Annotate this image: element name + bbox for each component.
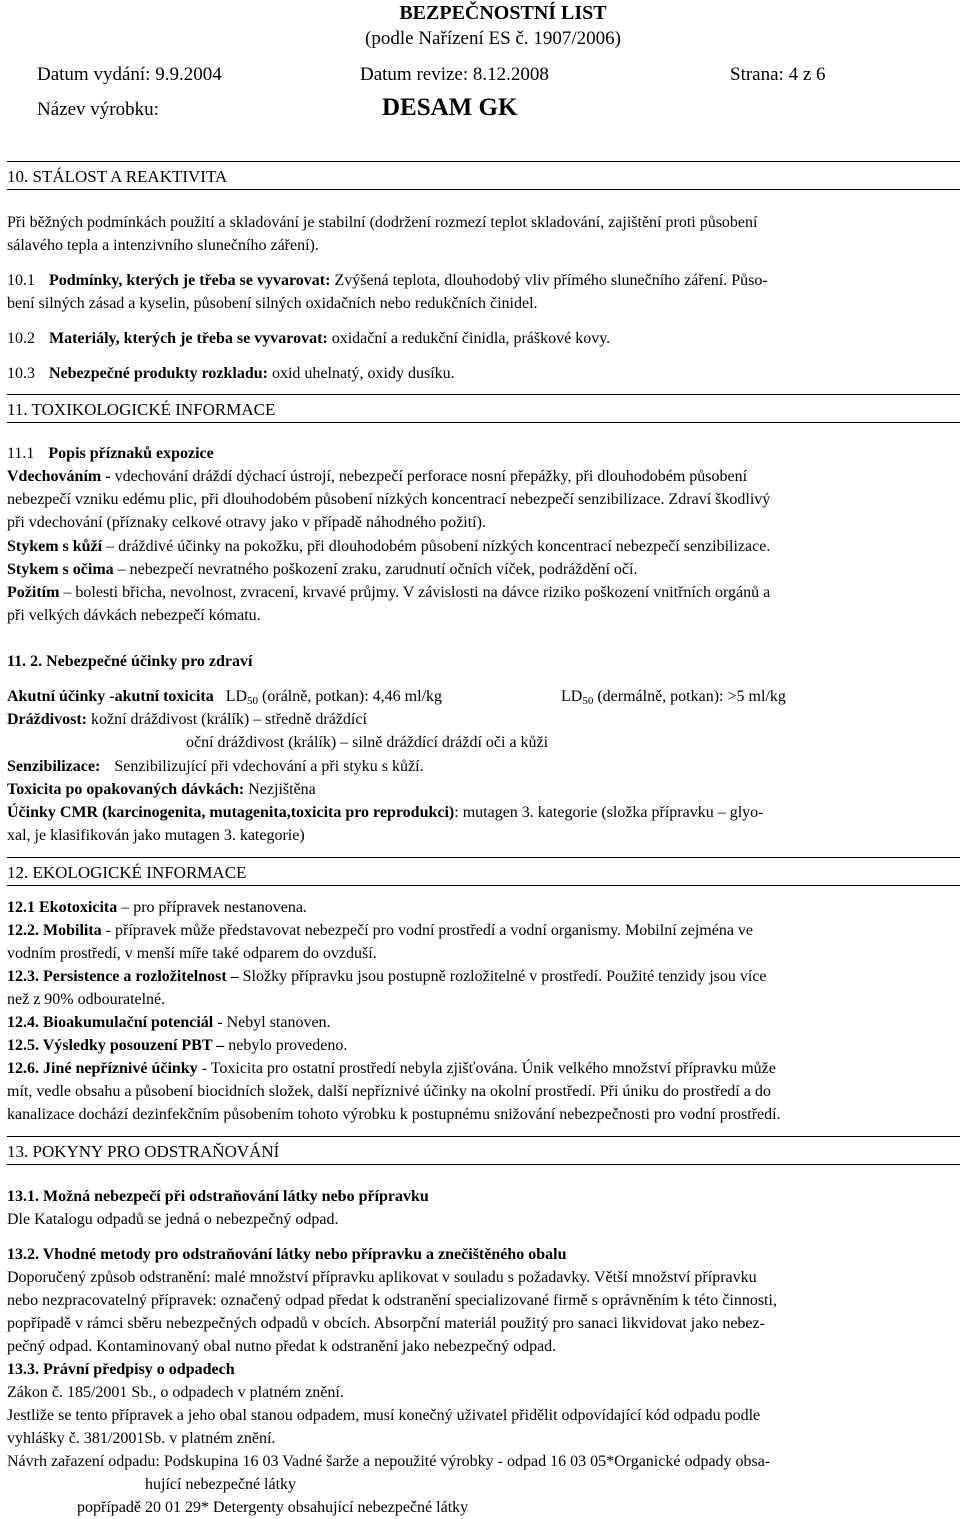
page-number: Strana: 4 z 6 (730, 64, 826, 85)
s13-2-text-3: popřípadě v rámci sběru nebezpečných odpadů v obcích. Absorpční materiál použitý pro sanaci likvidovat jako nebez- (7, 1315, 765, 1332)
s11-eye-label: Stykem s očima (7, 561, 114, 578)
s11-inhalation-text: vdechování dráždí dýchací ústrojí, nebezpečí perforace nosní přepážky, při dlouhodobém působení (114, 468, 748, 485)
s11-inhalation-label: Vdechováním - (7, 468, 111, 485)
s11-inhalation (7, 465, 747, 488)
s12-4 (7, 1011, 331, 1034)
issue-date: Datum vydání: 9.9.2004 (37, 64, 222, 85)
ld-oral-subscript: 50 (247, 695, 259, 707)
s11-inhalation-text-3: při vdechování (příznaky celkové otravy jako v případě náhodného požití). (7, 514, 486, 531)
ld-oral-prefix: LD (225, 688, 248, 705)
section-11-heading: 11. TOXIKOLOGICKÉ INFORMACE (7, 400, 276, 419)
section-10-heading: 10. STÁLOST A REAKTIVITA (7, 167, 228, 186)
s10-2-text: oxidační a redukční činidla, práškové kovy. (331, 330, 611, 347)
s11-eye (7, 558, 637, 581)
s10-3 (7, 362, 455, 385)
s12-5-text: nebylo provedeno. (228, 1037, 348, 1054)
s11-irritation-skin: kožní dráždivost (králík) – středně dráždící (90, 711, 367, 728)
s11-cmr (7, 801, 764, 824)
s11-skin (7, 535, 770, 558)
s11-repeated-text: Nezjištěna (248, 781, 316, 798)
s11-repeated (7, 778, 316, 801)
section-12-heading: 12. EKOLOGICKÉ INFORMACE (7, 863, 247, 882)
s10-2 (7, 327, 610, 350)
s12-3-text-2: než z 90% odbouratelné. (7, 991, 166, 1008)
s10-2-label: Materiály, kterých je třeba se vyvarovat: (49, 330, 328, 347)
s11-repeated-label: Toxicita po opakovaných dávkách: (7, 781, 245, 798)
s11-skin-text: – dráždivé účinky na pokožku, při dlouhodobém působení nízkých koncentrací nebezpečí senzibilizace. (106, 538, 771, 555)
document-subtitle: (podle Nařízení ES č. 1907/2006) (365, 28, 621, 49)
s11-acute-dermal (561, 685, 786, 708)
s11-cmr-label: Účinky CMR (karcinogenita, mutagenita,toxicita pro reprodukci) (7, 804, 455, 821)
document-title: BEZPEČNOSTNÍ LIST (399, 2, 607, 24)
s11-ingestion-label: Požitím (7, 584, 60, 601)
s12-2-text-2: vodním prostředí, v menší míře také odparem do ovzduší. (7, 945, 377, 962)
s12-6-text-2: mít, vedle obsahu a působení biocidních složek, další nepříznivé účinky na okolní prostředí. Při úniku do prostředí a do (7, 1083, 771, 1100)
s10-3-text: oxid uhelnatý, oxidy dusíku. (271, 365, 455, 382)
section-divider (7, 885, 960, 886)
s13-2-heading: 13.2. Vhodné metody pro odstraňování látky nebo přípravku a znečištěného obalu (7, 1246, 567, 1263)
s11-skin-label: Stykem s kůží (7, 538, 103, 555)
s10-intro-2: sálavého tepla a intenzivního slunečního záření). (7, 237, 319, 254)
s13-2-text-1: Doporučený způsob odstranění: malé množství přípravku aplikovat v souladu s požadavky. Větší množství přípravku (7, 1269, 757, 1286)
s11-acute (7, 685, 442, 708)
s12-1-text: – pro přípravek nestanovena. (121, 899, 307, 916)
s10-2-number: 10.2 (7, 330, 35, 347)
section-divider (7, 1164, 960, 1165)
s10-1-text-2: bení silných zásad a kyselin, působení silných oxidačních nebo redukčních činidel. (7, 295, 538, 312)
s13-3-text-6: popřípadě 20 01 29* Detergenty obsahující nebezpečné látky (77, 1499, 469, 1516)
product-label: Název výrobku: (37, 99, 159, 120)
s11-ingestion (7, 581, 770, 604)
section-divider (7, 857, 960, 858)
s12-3 (7, 965, 767, 988)
s12-2 (7, 919, 753, 942)
s10-1-text: Zvýšená teplota, dlouhodobý vliv přímého slunečního záření. Půso- (334, 272, 768, 289)
s13-3-text-4: Návrh zařazení odpadu: Podskupina 16 03 Vadné šarže a nepoužité výrobky - odpad 16 03 05*Organické odpady obsa- (7, 1453, 771, 1470)
s12-2-text: - přípravek může představovat nebezpečí pro vodní prostředí a vodní organismy. Mobilní zejména ve (105, 922, 754, 939)
section-divider (7, 189, 960, 190)
s11-irritation-eye: oční dráždivost (králík) – silně dráždící dráždí oči a kůži (186, 734, 549, 751)
s10-1-number: 10.1 (7, 272, 35, 289)
s13-3-text-2: Jestliže se tento přípravek a jeho obal stanou odpadem, musí konečný uživatel přidělit odpovídající kód odpadu podle (7, 1407, 761, 1424)
s13-3-heading: 13.3. Právní předpisy o odpadech (7, 1361, 235, 1378)
s10-3-number: 10.3 (7, 365, 35, 382)
ld-dermal-prefix: LD (561, 688, 583, 705)
s13-1-text: Dle Katalogu odpadů se jedná o nebezpečný odpad. (7, 1211, 339, 1228)
ld-oral-value: (orálně, potkan): 4,46 ml/kg (262, 688, 443, 705)
s11-1 (7, 442, 214, 465)
s11-sensitization-text: Senzibilizující při vdechování a při styku s kůží. (114, 758, 424, 775)
s10-intro: Při běžných podmínkách použití a skladování je stabilní (dodržení rozmezí teplot skladování, zajištění proti působení (7, 214, 758, 231)
section-divider (7, 394, 960, 395)
s12-6 (7, 1057, 776, 1080)
product-name: DESAM GK (382, 94, 518, 121)
s12-1 (7, 896, 307, 919)
s11-sensitization-label: Senzibilizace: (7, 758, 101, 775)
s11-ingestion-text-2: při velkých dávkách nebezpečí kómatu. (7, 607, 261, 624)
section-13-heading: 13. POKYNY PRO ODSTRAŇOVÁNÍ (7, 1142, 280, 1161)
s12-5-label: 12.5. Výsledky posouzení PBT – (7, 1037, 225, 1054)
revision-date: Datum revize: 8.12.2008 (360, 64, 549, 85)
s11-acute-label: Akutní účinky -akutní toxicita (7, 688, 214, 705)
s11-1-label: Popis příznaků expozice (48, 445, 214, 462)
section-divider (7, 161, 960, 162)
s12-4-label: 12.4. Bioakumulační potenciál (7, 1014, 214, 1031)
s11-sensitization (7, 755, 424, 778)
s11-cmr-text: : mutagen 3. kategorie (složka přípravku – glyo- (454, 804, 764, 821)
s11-1-number: 11.1 (7, 445, 35, 462)
ld-dermal-subscript: 50 (582, 695, 594, 707)
s11-cmr-text-2: xal, je klasifikován jako mutagen 3. kategorie) (7, 827, 305, 844)
s11-eye-text: – nebezpečí nevratného poškození zraku, zarudnutí očních víček, podráždění očí. (117, 561, 638, 578)
s12-6-label: 12.6. Jiné nepříznivé účinky (7, 1060, 198, 1077)
s12-6-text: - Toxicita pro ostatní prostředí nebyla zjišťována. Únik velkého množství přípravku může (201, 1060, 776, 1077)
s12-6-text-3: kanalizace dochází dezinfekčním působením tohoto výrobku k postupnému snižování nebezpečnosti pro vodní prostředí. (7, 1106, 781, 1123)
s11-ingestion-text: – bolesti břicha, nevolnost, zvracení, krvavé průjmy. V závislosti na dávce riziko poškození vnitřních orgánů a (63, 584, 771, 601)
s12-2-label: 12.2. Mobilita (7, 922, 102, 939)
ld-dermal-value: (dermálně, potkan): >5 ml/kg (597, 688, 786, 705)
s11-irritation (7, 708, 367, 731)
s12-3-label: 12.3. Persistence a rozložitelnost – (7, 968, 239, 985)
s13-3-text-1: Zákon č. 185/2001 Sb., o odpadech v platném znění. (7, 1384, 344, 1401)
section-divider (7, 422, 960, 423)
s10-1 (7, 269, 768, 292)
s11-inhalation-text-2: nebezpečí vzniku edému plic, při dlouhodobém působení nízkých koncentrací nebezpečí senzibilizace. Zdraví škodlivý (7, 491, 771, 508)
s13-3-text-5: hující nebezpečné látky (145, 1476, 297, 1493)
s12-4-text: - Nebyl stanoven. (217, 1014, 331, 1031)
s12-3-text: Složky přípravku jsou postupně rozložitelné v prostředí. Použité tenzidy jsou více (242, 968, 767, 985)
s13-2-text-4: pečný odpad. Kontaminovaný obal nutno předat k odstranění jako nebezpečný odpad. (7, 1338, 557, 1355)
s13-2-text-2: nebo nezpracovatelný přípravek: označený odpad předat k odstranění specializované firmě s oprávněním k této činnosti, (7, 1292, 777, 1309)
s13-1-heading: 13.1. Možná nebezpečí při odstraňování látky nebo přípravku (7, 1188, 429, 1205)
s13-3-text-3: vyhlášky č. 381/2001Sb. v platném znění. (7, 1430, 276, 1447)
s10-3-label: Nebezpečné produkty rozkladu: (49, 365, 268, 382)
s11-irritation-label: Dráždivost: (7, 711, 87, 728)
s11-2-heading: 11. 2. Nebezpečné účinky pro zdraví (7, 653, 253, 670)
s12-5 (7, 1034, 347, 1057)
s12-1-label: 12.1 Ekotoxicita (7, 899, 118, 916)
section-divider (7, 1136, 960, 1137)
s10-1-label: Podmínky, kterých je třeba se vyvarovat: (49, 272, 331, 289)
